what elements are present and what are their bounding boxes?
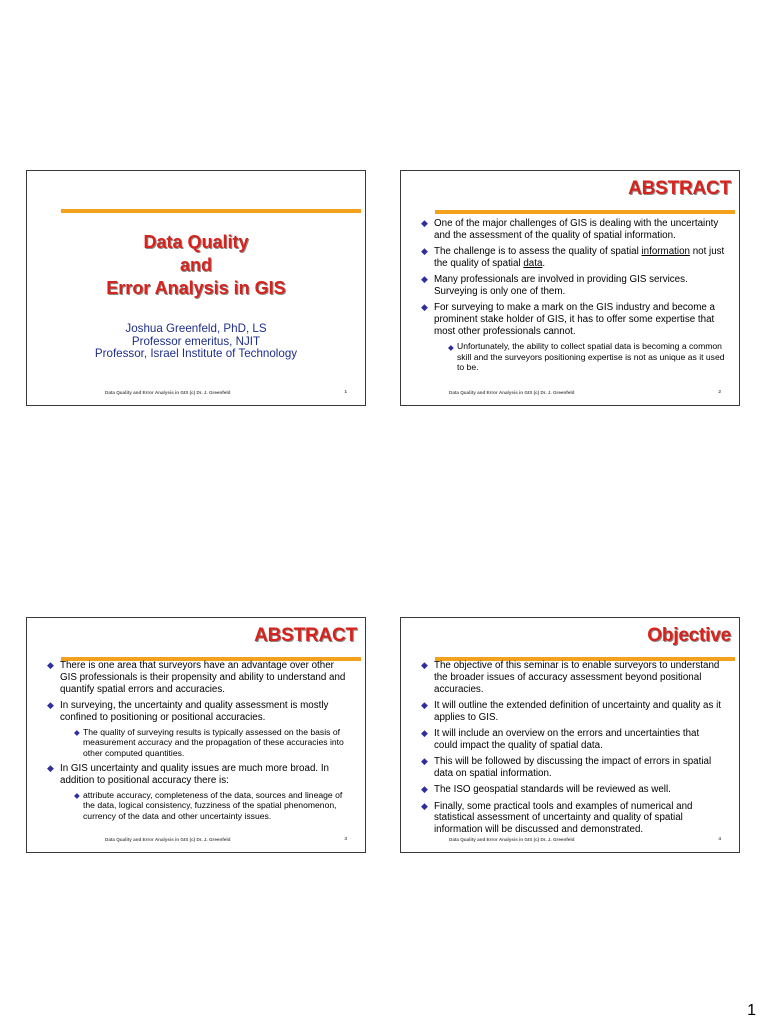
author-name: Joshua Greenfeld, PhD, LS: [125, 322, 267, 335]
title-line: Data Quality: [143, 232, 249, 252]
list-item: ◆ There is one area that surveyors have an advantage over other GIS professionals is their propensity and ability to understand and quantify spatial errors and accuracies.: [47, 660, 346, 695]
slide-number: 3: [344, 837, 347, 842]
list-item: ◆ It will outline the extended definition of uncertainty and quality as it applies to GIS.: [421, 700, 722, 723]
diamond-icon: ◆: [448, 342, 454, 352]
diamond-icon: ◆: [421, 302, 428, 313]
diamond-icon: ◆: [74, 728, 80, 738]
diamond-icon: ◆: [421, 700, 428, 711]
title-line: Error Analysis in GIS: [106, 278, 286, 298]
diamond-icon: ◆: [74, 791, 80, 801]
slide-title: ABSTRACT: [628, 178, 731, 199]
diamond-icon: ◆: [47, 700, 54, 711]
bullet-list: [421, 218, 725, 377]
slide-footer: [57, 389, 347, 398]
list-item: ◆ For surveying to make a mark on the GIS industry and become a prominent stake holder of GIS, it has to offer some expertise that most other professionals cannot. ◆ Unfortunately, the ability to collect spatial data is becoming a common skill and the surveyors positioning expertise is not as unique as it used to be.: [421, 302, 725, 373]
footer-text: Data Quality and Error Analysis in GIS (c) Dr. J. Greenfeld: [105, 837, 231, 842]
list-item: ◆ The challenge is to assess the quality of spatial information not just the quality of spatial data.: [421, 246, 725, 270]
slide-4: [400, 617, 740, 853]
sub-list-item: ◆ The quality of surveying results is typically assessed on the basis of measurement accuracy and the propagation of these accuracies into other computed quantities.: [74, 726, 344, 759]
slide-footer: [431, 389, 721, 398]
sub-list-item: ◆ Unfortunately, the ability to collect spatial data is becoming a common skill and the surveyors positioning expertise is not as unique as it used to be.: [448, 341, 725, 373]
footer-text: Data Quality and Error Analysis in GIS (c) Dr. J. Greenfeld: [449, 837, 575, 842]
slide-footer: [57, 836, 347, 845]
list-item: ◆ This will be followed by discussing the impact of errors in spatial data on spatial information.: [421, 756, 712, 780]
list-item: ◆ The ISO geospatial standards will be reviewed as well.: [421, 784, 671, 796]
list-item: ◆ Finally, some practical tools and examples of numerical and statistical assessment of uncertainty and quality of spatial information will be discussed and demonstrated.: [421, 800, 693, 836]
list-item: ◆ One of the major challenges of GIS is dealing with the uncertainty and the assessment of the quality of spatial information.: [421, 218, 719, 241]
slide-number: 2: [718, 390, 721, 395]
sub-list-item: ◆ attribute accuracy, completeness of the data, sources and lineage of the data, logical consistency, fuzziness of the spatial phenomenon, currency of the data and other uncertainty issues.: [74, 789, 343, 821]
list-item: ◆ In GIS uncertainty and quality issues are much more broad. In addition to positional accuracy there is: ◆ attribute accuracy, completeness of the data, sources and lineage of the data, logical consistency, fuzziness of the spatial phenomenon, currency of the data and other uncertainty issues.: [47, 763, 351, 822]
diamond-icon: ◆: [47, 660, 54, 670]
diamond-icon: ◆: [421, 800, 428, 811]
slide-title: ABSTRACT: [254, 625, 357, 646]
bullet-list: [47, 660, 351, 826]
list-item: ◆ It will include an overview on the errors and uncertainties that could impact the quality of spatial data.: [421, 728, 700, 752]
orange-rule: [61, 209, 361, 213]
page-number: 1: [747, 1002, 756, 1019]
list-item: ◆ Many professionals are involved in providing GIS services. Surveying is only one of them.: [421, 274, 688, 298]
diamond-icon: ◆: [421, 274, 428, 285]
diamond-icon: ◆: [47, 762, 54, 773]
slide-number: 1: [344, 390, 347, 395]
footer-text: Data Quality and Error Analysis in GIS (c) Dr. J. Greenfeld: [105, 390, 231, 395]
orange-rule: [435, 210, 735, 214]
diamond-icon: ◆: [421, 218, 428, 228]
footer-text: Data Quality and Error Analysis in GIS (c) Dr. J. Greenfeld: [449, 390, 575, 395]
list-item: ◆ The objective of this seminar is to enable surveyors to understand the broader issues of accuracy assessment beyond positional accuracies.: [421, 660, 720, 695]
diamond-icon: ◆: [421, 756, 428, 767]
diamond-icon: ◆: [421, 246, 428, 257]
slide-3: [26, 617, 366, 853]
diamond-icon: ◆: [421, 728, 428, 739]
diamond-icon: ◆: [421, 784, 428, 795]
author-affiliation: Professor emeritus, NJIT: [131, 334, 261, 348]
author-block: [27, 323, 365, 361]
diamond-icon: ◆: [421, 660, 428, 670]
slide-number: 4: [718, 837, 721, 842]
slide-title: Objective: [647, 625, 731, 646]
author-affiliation: Professor, Israel Institute of Technology: [94, 347, 298, 360]
list-item: ◆ In surveying, the uncertainty and quality assessment is mostly confined to positioning or positional accuracies. ◆ The quality of surveying results is typically assessed on the basis of measurement accuracy and the propagation of these accuracies into other computed quantities.: [47, 700, 351, 759]
slide-2: [400, 170, 740, 406]
title-line: and: [179, 255, 212, 275]
slide-footer: [431, 836, 721, 845]
bullet-list: [421, 660, 725, 841]
presentation-title: [27, 231, 365, 300]
slide-1: [26, 170, 366, 406]
